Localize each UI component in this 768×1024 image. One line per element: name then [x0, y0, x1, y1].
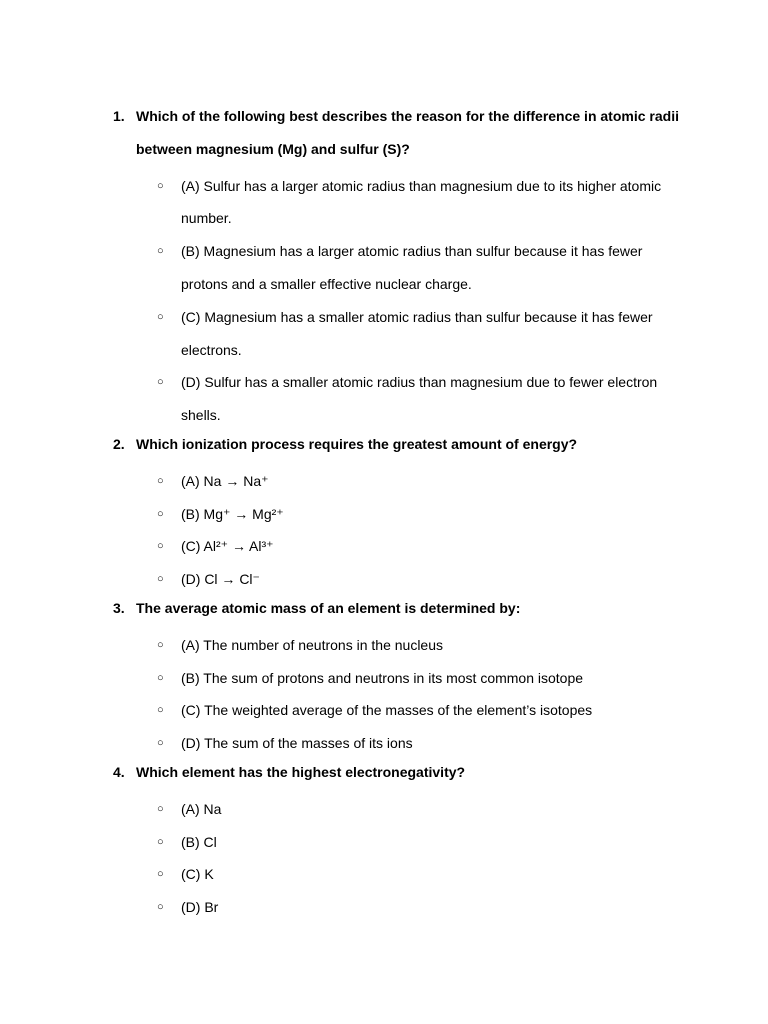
option-text: (A) The number of neutrons in the nucleus: [181, 636, 444, 653]
option-text: (C) Al²⁺ → Al³⁺: [181, 538, 274, 555]
question-text: between magnesium (Mg) and sulfur (S)?: [136, 140, 410, 157]
option-c: [0, 694, 681, 727]
option-text: (A) Na → Na⁺: [181, 472, 269, 489]
bullet-icon: ○: [157, 245, 164, 258]
bullet-icon: ○: [157, 868, 164, 881]
question-number: 3.: [113, 599, 125, 616]
bullet-icon: ○: [157, 573, 164, 586]
option-text: shells.: [181, 407, 221, 424]
option-text: (A) Sulfur has a larger atomic radius than magnesium due to its higher atomic: [181, 177, 662, 194]
question-text: The average atomic mass of an element is determined by:: [136, 599, 521, 616]
question-4: [0, 760, 768, 924]
question-2: [0, 432, 768, 596]
question-number: 2.: [113, 435, 125, 452]
option-b: [0, 498, 681, 531]
question-number: 1.: [113, 108, 125, 124]
option-b: [0, 235, 681, 301]
bullet-icon: ○: [157, 704, 164, 717]
question-line: [0, 137, 768, 170]
option-text: (C) K: [181, 866, 214, 883]
question-list: [0, 104, 768, 924]
option-text: protons and a smaller effective nuclear charge.: [181, 275, 472, 292]
option-a: [0, 793, 681, 826]
option-text: (B) Cl: [181, 833, 217, 850]
question-text: Which of the following best describes the reason for the difference in atomic radii: [136, 108, 679, 124]
option-d: [0, 563, 681, 596]
question-number: 4.: [113, 763, 125, 780]
option-text: (C) Magnesium has a smaller atomic radius than sulfur because it has fewer: [181, 308, 653, 325]
question-text: Which ionization process requires the greatest amount of energy?: [136, 435, 578, 452]
option-text: (D) Sulfur has a smaller atomic radius than magnesium due to fewer electron: [181, 374, 658, 391]
question-1: [0, 104, 768, 432]
question-3: [0, 596, 768, 760]
question-line: [0, 760, 768, 793]
bullet-icon: ○: [157, 310, 164, 323]
option-list: [0, 629, 768, 760]
bullet-icon: ○: [157, 179, 164, 192]
option-text: (A) Na: [181, 800, 222, 817]
bullet-icon: ○: [157, 835, 164, 848]
option-c: [0, 301, 681, 367]
option-text: (B) The sum of protons and neutrons in its most common isotope: [181, 669, 584, 686]
question-line: [0, 432, 768, 465]
question-line: [0, 104, 768, 137]
option-d: [0, 891, 681, 924]
bullet-icon: ○: [157, 474, 164, 487]
bullet-icon: ○: [157, 638, 164, 651]
option-text: (D) Br: [181, 899, 219, 916]
option-a: [0, 170, 681, 236]
option-c: [0, 530, 681, 563]
bullet-icon: ○: [157, 901, 164, 914]
option-d: [0, 727, 681, 760]
option-c: [0, 858, 681, 891]
bullet-icon: ○: [157, 376, 164, 389]
option-text: electrons.: [181, 341, 242, 358]
bullet-icon: ○: [157, 802, 164, 815]
option-list: [0, 465, 768, 596]
bullet-icon: ○: [157, 671, 164, 684]
option-b: [0, 662, 681, 695]
option-d: [0, 366, 681, 432]
option-text: (B) Mg⁺ → Mg²⁺: [181, 505, 284, 522]
option-list: [0, 170, 768, 432]
bullet-icon: ○: [157, 540, 164, 553]
option-a: [0, 629, 681, 662]
option-list: [0, 793, 768, 924]
option-text: (D) Cl → Cl⁻: [181, 571, 260, 588]
question-text: Which element has the highest electronegativity?: [136, 763, 466, 780]
option-text: (B) Magnesium has a larger atomic radius than sulfur because it has fewer: [181, 243, 643, 260]
bullet-icon: ○: [157, 507, 164, 520]
option-text: (C) The weighted average of the masses of the element’s isotopes: [181, 702, 593, 719]
option-b: [0, 826, 681, 859]
bullet-icon: ○: [157, 737, 164, 750]
question-line: [0, 596, 768, 629]
option-a: [0, 465, 681, 498]
option-text: (D) The sum of the masses of its ions: [181, 735, 413, 752]
option-text: number.: [181, 210, 232, 227]
